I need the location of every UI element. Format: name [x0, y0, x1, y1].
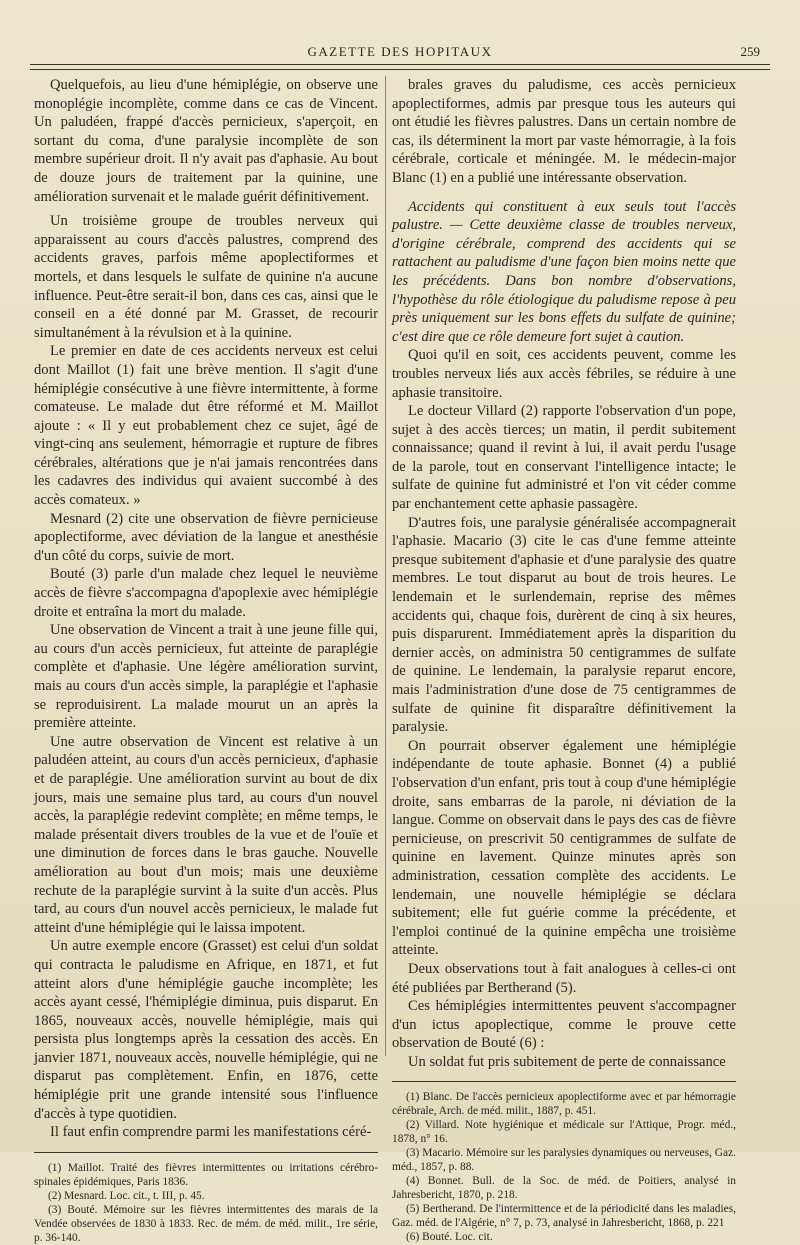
- paragraph: Il faut enfin comprendre parmi les manifestations céré-: [50, 1124, 372, 1141]
- footnotes: [392, 1090, 736, 1244]
- footnote: (3) Macario. Mémoire sur les paralysies dynamiques ou nerveuses, Gaz. méd., 1857, p. 88.: [392, 1147, 736, 1174]
- paragraph: Le docteur Villard (2) rapporte l'observation d'un pope, sujet à des accès tierces; un matin, il perdit subitement connaissance; quand il revint à lui, il avait perdu l'usage de la parole, tout en conservant l'intelligence intacte; le sulfate de quinine fut administré et l'on vit céder comme par enchantement cette aphasie passagère.: [392, 403, 736, 513]
- footnote: (2) Mesnard. Loc. cit., t. III, p. 45.: [48, 1189, 205, 1202]
- paragraph: Quoi qu'il en soit, ces accidents peuvent, comme les troubles nerveux liés aux accès fébriles, se réduire à une aphasie transitoire.: [392, 347, 736, 401]
- page-number: 259: [740, 44, 760, 59]
- paragraph: Ces hémiplégies intermittentes peuvent s'accompagner d'un ictus apoplectique, comme le prouve cette observation de Bouté (6) :: [392, 998, 736, 1052]
- column-divider: [385, 76, 386, 1056]
- paragraph: Un autre exemple encore (Grasset) est celui d'un soldat qui contracta le paludisme en Afrique, en 1871, et fut atteint alors d'une hémiplégie gauche incomplète; les accès ayant cessé, l'hémiplégie diminua, puis disparut. En 1865, nouveaux accès, nouvelle hémiplégie, mais qui persista plus longtemps après la cessation des accès. En janvier 1871, nouveaux accès, nouvelle hémiplégie, qui ne disparut pas complètement. Enfin, en 1876, cette hémiplégie prit une grande intensité sous l'influence d'accès à type quotidien.: [34, 938, 378, 1122]
- footnote-rule: [392, 1081, 736, 1082]
- running-title: GAZETTE DES HOPITAUX: [307, 44, 493, 59]
- footnote: (5) Bertherand. De l'intermittence et de la périodicité dans les maladies, Gaz. méd. de l'Algérie, n° 7, p. 73, analysé in Jahresbericht, 1868, p. 221: [392, 1203, 736, 1230]
- paragraph: Une autre observation de Vincent est relative à un paludéen atteint, au cours d'un accès pernicieux, d'aphasie et de paraplégie. Une amélioration survint au bout de dix jours, mais une semaine plus tard, au cours d'un nouvel accès, la paraplégie redevint complète; en même temps, le malade présentait divers troubles de la vue et de l'ouïe et une diminution de forces dans le bras gauche. Nouvelle amélioration au bout d'un mois; mais une deuxième rechute de la paraplégie survint à la suite d'un accès. Plus tard, au cours d'un nouvel accès pernicieux, le malade fut atteint d'une hémiplégie qui le laissa impotent.: [34, 733, 378, 936]
- footnote: (3) Bouté. Mémoire sur les fièvres intermittentes des marais de la Vendée observées de 1830 à 1833. Rec. de mém. de méd. milit., 1re série, p. 36-140.: [34, 1203, 378, 1244]
- footnote: (1) Maillot. Traité des fièvres intermittentes ou irritations cérébro-spinales épidémiques, Paris 1836.: [34, 1161, 378, 1188]
- footnotes: [34, 1161, 378, 1245]
- footnote: (4) Bonnet. Bull. de la Soc. de méd. de Poitiers, analysé in Jahresbericht, 1870, p. 218.: [392, 1175, 736, 1202]
- page-header: [28, 40, 772, 64]
- section-heading-paragraph: Accidents qui constituent à eux seuls tout l'accès palustre. — Cette deuxième classe de troubles nerveux, d'origine cérébrale, comprend des accidents qui se rattachent au paludisme d'une façon bien moins nette que les précédents. Dans bon nombre d'observations, l'hypothèse du rôle étiologique du paludisme repose à peu près uniquement sur les bons effets du sulfate de quinine; c'est dire que ce rôle demeure fort sujet à caution.: [392, 198, 736, 345]
- paragraph: On pourrait observer également une hémiplégie indépendante de toute aphasie. Bonnet (4) a publié l'observation d'un enfant, pris tout à coup d'une hémiplégie droite, sans embarras de la parole, ni déviation de la langue. Comme on observait dans le pays des cas de fièvre pernicieuse, on prescrivit 50 centigrammes de sulfate de quinine en lavement. Quinze minutes après son administration, cessation complète des accidents. Le lendemain, une nouvelle hémiplégie se déclara subitement; elle fut guérie comme la précédente, et l'emploi continué de la quinine empêcha une troisième atteinte.: [392, 737, 736, 959]
- right-column: [392, 76, 736, 1244]
- left-column: [34, 76, 378, 1245]
- footnote: (2) Villard. Note hygiénique et médicale sur l'Attique, Progr. méd., 1878, n° 16.: [392, 1119, 736, 1146]
- paragraph: Une observation de Vincent a trait à une jeune fille qui, au cours d'un accès pernicieux, fut atteinte de paraplégie complète et d'aphasie. Une légère amélioration survint, mais au cours d'un accès simple, la paraplégie et l'aphasie se reproduisirent. La malade mourut un an après la première atteinte.: [34, 622, 378, 732]
- paragraph: Bouté (3) parle d'un malade chez lequel le neuvième accès de fièvre s'accompagna d'apoplexie avec hémiplégie droite et entraîna la mort du malade.: [34, 566, 378, 620]
- paragraph: D'autres fois, une paralysie généralisée accompagnerait l'aphasie. Macario (3) cite le cas d'une femme atteinte presque subitement d'aphasie et d'une paralysie des quatre membres. Le tout disparut au bout de trois heures. Le lendemain et le surlendemain, reprise des mêmes accidents qui, chaque fois, durèrent de cinq à six heures, puis disparurent. Immédiatement après la disparition du dernier accès, on administra 50 centigrammes de sulfate de quinine. Le lendemain, la paralysie reparut encore, mais l'administration d'une dose de 75 centigrammes de sulfate de quinine fit disparaître définitivement la paralysie.: [392, 514, 736, 736]
- paragraph: Deux observations tout à fait analogues à celles-ci ont été publiées par Bertherand (5).: [392, 960, 736, 996]
- paragraph: brales graves du paludisme, ces accès pernicieux apoplectiformes, admis par presque tous les auteurs qui ont étudié les fièvres palustres. Dans un certain nombre de cas, ils déterminent la mort par vaste hémorragie, à la fois cérébrale, corticale et méningée. M. le médecin-major Blanc (1) en a publié une intéressante observation.: [392, 77, 736, 186]
- paragraph: Un soldat fut pris subitement de perte de connaissance: [408, 1053, 726, 1070]
- header-rule-thin: [30, 69, 770, 70]
- paragraph: Mesnard (2) cite une observation de fièvre pernicieuse apoplectiforme, avec déviation de la langue et anesthésie d'un côté du corps, suivie de mort.: [34, 510, 378, 564]
- header-rule-thick: [30, 64, 770, 65]
- footnote: (1) Blanc. De l'accès pernicieux apoplectiforme avec et par hémorragie cérébrale, Arch. de méd. milit., 1887, p. 451.: [392, 1091, 736, 1118]
- footnote: (6) Bouté. Loc. cit.: [406, 1231, 493, 1244]
- paragraph: Le premier en date de ces accidents nerveux est celui dont Maillot (1) fait une brève mention. Il s'agit d'une hémiplégie consécutive à une fièvre intermittente, à forme comateuse. Le malade dut être réformé et M. Maillot ajoute : « Il y eut probablement chez ce sujet, âgé de vingt-cinq ans seulement, hémorragie et rupture de fibres cérébrales, altérations que je n'ai jamais rencontrées dans les cadavres des individus qui avaient succombé à des accès comateux. »: [34, 343, 378, 509]
- paragraph: Quelquefois, au lieu d'une hémiplégie, on observe une monoplégie incomplète, comme dans ce cas de Vincent. Un paludéen, frappé d'accès pernicieux, s'aperçoit, en sortant du coma, d'une paralysie incomplète de son membre supérieur droit. Il n'y avait pas d'aphasie. Au bout de douze jours de traitement par la quinine, une amélioration survenait et le malade guérit définitivement.: [34, 77, 378, 205]
- paragraph: Un troisième groupe de troubles nerveux qui apparaissent au cours d'accès palustres, comprend des accidents graves, parfois même apoplectiformes et mortels, et dans lesquels le sulfate de quinine n'a aucune influence. Peut-être serait-il bon, dans ces cas, ainsi que le conseil en a été donné par M. Grasset, de recourir simultanément à la révulsion et à la quinine.: [34, 213, 378, 341]
